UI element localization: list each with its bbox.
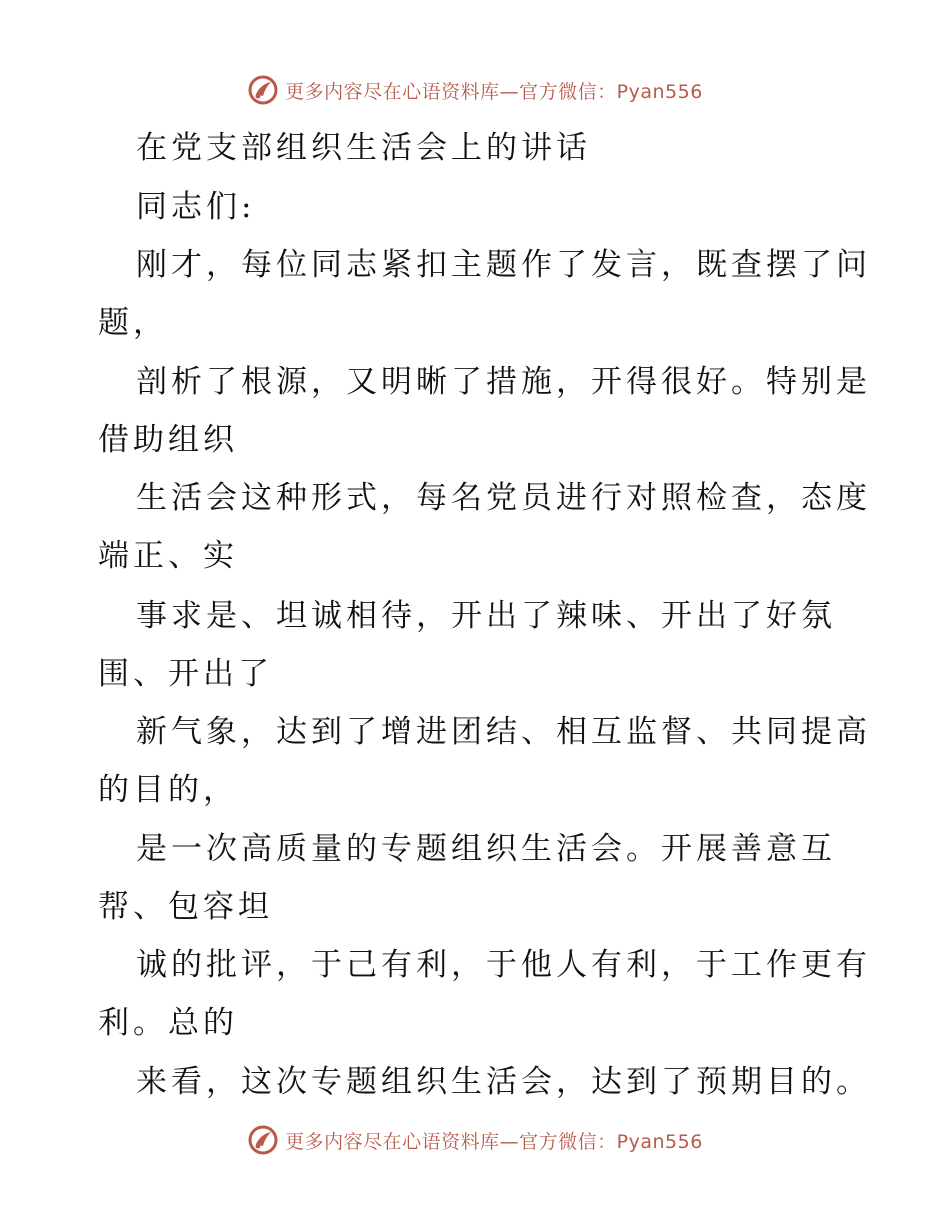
paragraph-line: 借助组织 xyxy=(98,422,238,458)
header-watermark xyxy=(0,70,950,110)
paragraph-line: 帮、包容坦 xyxy=(98,889,273,925)
paragraph-line: 事求是、坦诚相待，开出了辣味、开出了好氛 xyxy=(136,598,836,634)
watermark-text: 更多内容尽在心语资料库—官方微信：Pyan556 xyxy=(285,80,703,103)
footer-watermark xyxy=(0,1120,950,1160)
paragraph-line: 利。总的 xyxy=(98,1005,238,1041)
paragraph-line: 是一次高质量的专题组织生活会。开展善意互 xyxy=(136,831,836,867)
document-title: 在党支部组织生活会上的讲话 xyxy=(136,130,591,166)
brush-seal-logo-icon xyxy=(247,1124,279,1156)
paragraph-line: 来看，这次专题组织生活会，达到了预期目的。 xyxy=(136,1064,871,1100)
paragraph-line: 题， xyxy=(98,305,168,341)
paragraph-line: 的目的， xyxy=(98,772,238,808)
paragraph-line: 刚才，每位同志紧扣主题作了发言，既查摆了问 xyxy=(136,247,871,283)
salutation: 同志们: xyxy=(136,189,256,225)
paragraph-line: 诚的批评，于己有利，于他人有利，于工作更有 xyxy=(136,947,871,983)
brush-seal-logo-icon xyxy=(247,74,279,106)
paragraph-line: 新气象，达到了增进团结、相互监督、共同提高 xyxy=(136,714,871,750)
paragraph-line: 生活会这种形式，每名党员进行对照检查，态度 xyxy=(136,480,871,516)
paragraph-line: 端正、实 xyxy=(98,538,238,574)
watermark-text: 更多内容尽在心语资料库—官方微信：Pyan556 xyxy=(285,1130,703,1153)
paragraph-line: 围、开出了 xyxy=(98,656,273,692)
paragraph-line: 剖析了根源，又明晰了措施，开得很好。特别是 xyxy=(136,364,871,400)
